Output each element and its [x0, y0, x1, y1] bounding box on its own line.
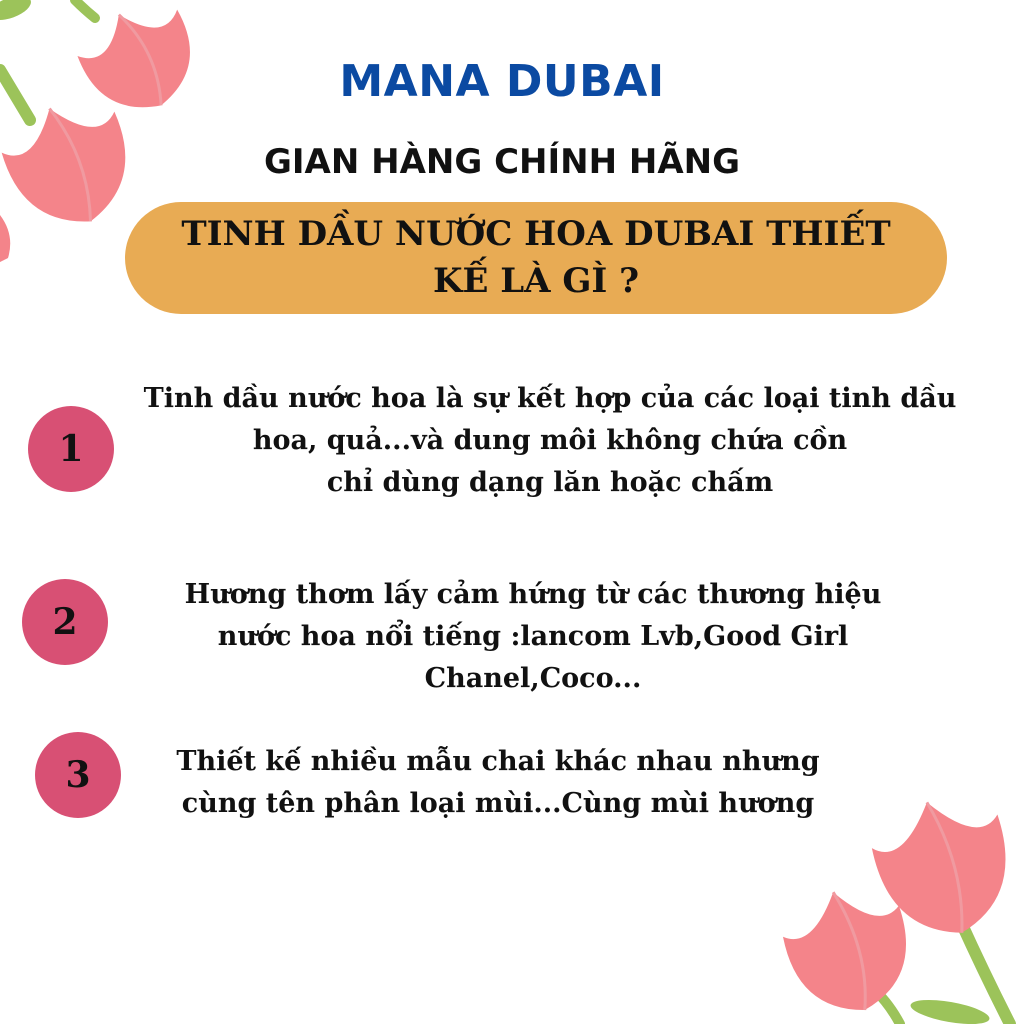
page-subtitle: GIAN HÀNG CHÍNH HÃNG	[263, 142, 741, 182]
point-1-text	[100, 378, 1000, 504]
brand-title: MANA DUBAI	[339, 56, 665, 107]
point-2-text	[120, 574, 946, 700]
number-badge-3: 3	[35, 732, 121, 818]
point-line: chỉ dùng dạng lăn hoặc chấm	[326, 467, 774, 498]
banner-heading	[156, 211, 916, 305]
point-line: hoa, quả...và dung môi không chứa cồn	[252, 425, 848, 456]
point-line: Thiết kế nhiều mẫu chai khác nhau nhưng	[176, 746, 820, 777]
point-line: cùng tên phân loại mùi...Cùng mùi hương	[181, 788, 815, 819]
number-badge-1: 1	[28, 406, 114, 492]
point-line: Tinh dầu nước hoa là sự kết hợp của các loại tinh dầu	[143, 383, 957, 414]
tulip-icon	[864, 785, 1024, 949]
heading-banner	[125, 202, 947, 314]
banner-line: KẾ LÀ GÌ ?	[432, 261, 640, 301]
banner-line: TINH DẦU NƯỚC HOA DUBAI THIẾT	[181, 214, 891, 254]
number-badge-2: 2	[22, 579, 108, 665]
point-line: Hương thơm lấy cảm hứng từ các thương hiệu	[184, 579, 882, 610]
point-3-text	[120, 741, 876, 825]
tulip-icon	[775, 877, 923, 1024]
point-line: nước hoa nổi tiếng :lancom Lvb,Good Girl	[217, 621, 849, 652]
point-line: Chanel,Coco...	[424, 663, 642, 694]
